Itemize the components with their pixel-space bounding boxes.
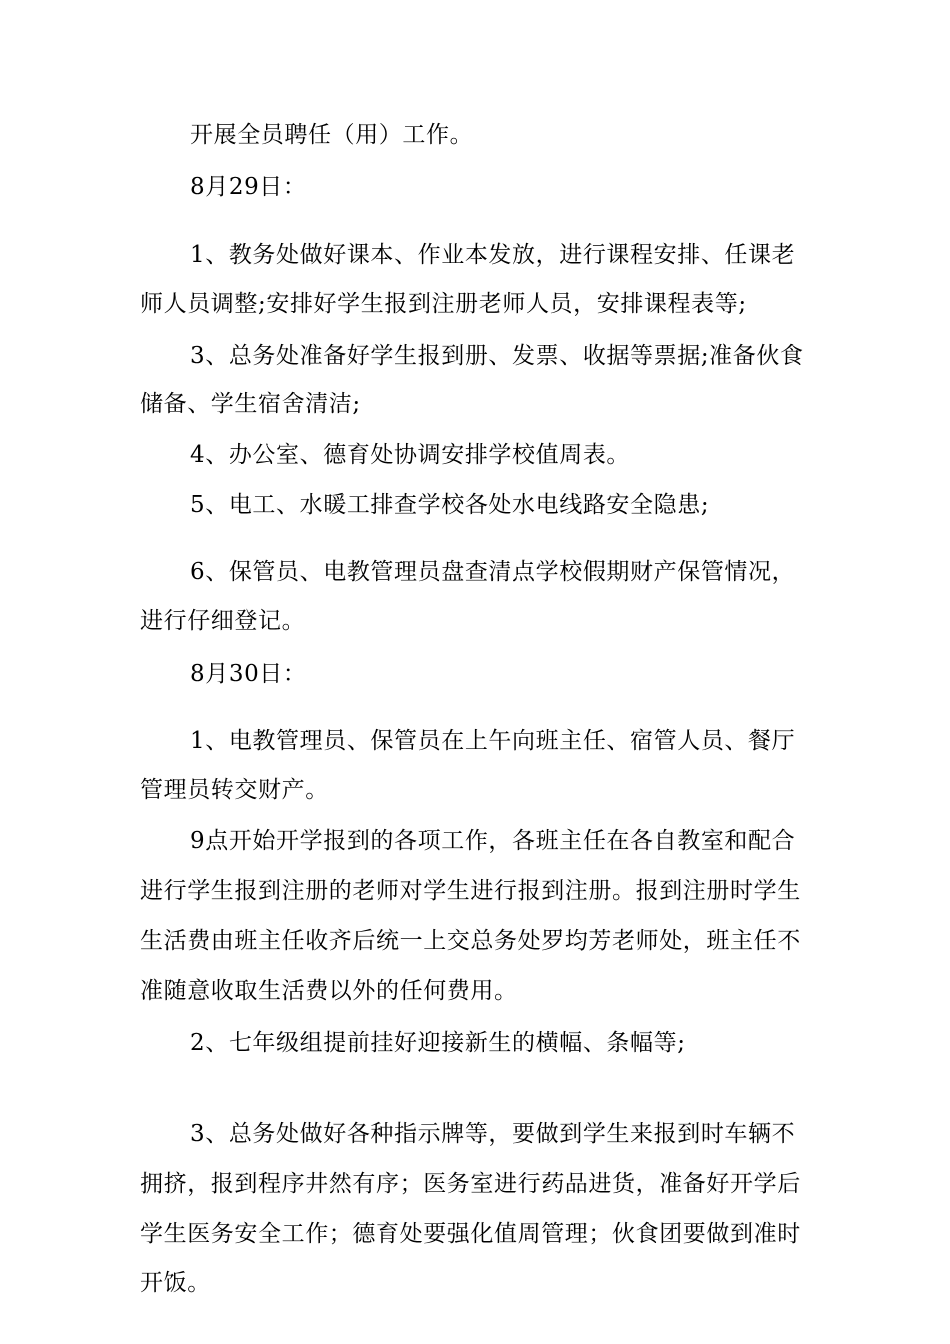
- paragraph-line: 开饭。: [140, 1270, 211, 1296]
- date-heading: 8月30日：: [190, 661, 307, 687]
- paragraph-line: 师人员调整;安排好学生报到注册老师人员，安排课程表等;: [140, 291, 747, 317]
- paragraph-line: 准随意收取生活费以外的任何费用。: [140, 978, 518, 1004]
- paragraph-line: 生活费由班主任收齐后统一上交总务处罗均芳老师处，班主任不: [140, 928, 801, 954]
- paragraph-line: 管理员转交财产。: [140, 777, 329, 803]
- paragraph-line: 3、总务处准备好学生报到册、发票、收据等票据;准备伙食: [190, 343, 804, 369]
- paragraph-line: 3、总务处做好各种指示牌等，要做到学生来报到时车辆不: [190, 1121, 796, 1147]
- paragraph-line: 进行仔细登记。: [140, 608, 306, 634]
- paragraph-line: 1、教务处做好课本、作业本发放，进行课程安排、任课老: [190, 242, 796, 268]
- paragraph-line: 1、电教管理员、保管员在上午向班主任、宿管人员、餐厅: [190, 728, 796, 754]
- paragraph-line: 5、电工、水暖工排查学校各处水电线路安全隐患;: [190, 492, 710, 518]
- paragraph-line: 2、七年级组提前挂好迎接新生的横幅、条幅等;: [190, 1030, 686, 1056]
- paragraph-line: 学生医务安全工作；德育处要强化值周管理；伙食团要做到准时: [140, 1221, 801, 1247]
- paragraph-line: 6、保管员、电教管理员盘查清点学校假期财产保管情况，: [190, 559, 796, 585]
- paragraph-line: 开展全员聘任（用）工作。: [190, 122, 474, 148]
- paragraph-line: 储备、学生宿舍清洁;: [140, 391, 361, 417]
- paragraph-line: 9点开始开学报到的各项工作，各班主任在各自教室和配合: [190, 828, 796, 854]
- date-heading: 8月29日：: [190, 174, 307, 200]
- paragraph-line: 4、办公室、德育处协调安排学校值周表。: [190, 442, 631, 468]
- paragraph-line: 进行学生报到注册的老师对学生进行报到注册。报到注册时学生: [140, 878, 801, 904]
- paragraph-line: 拥挤，报到程序井然有序；医务室进行药品进货，准备好开学后: [140, 1171, 801, 1197]
